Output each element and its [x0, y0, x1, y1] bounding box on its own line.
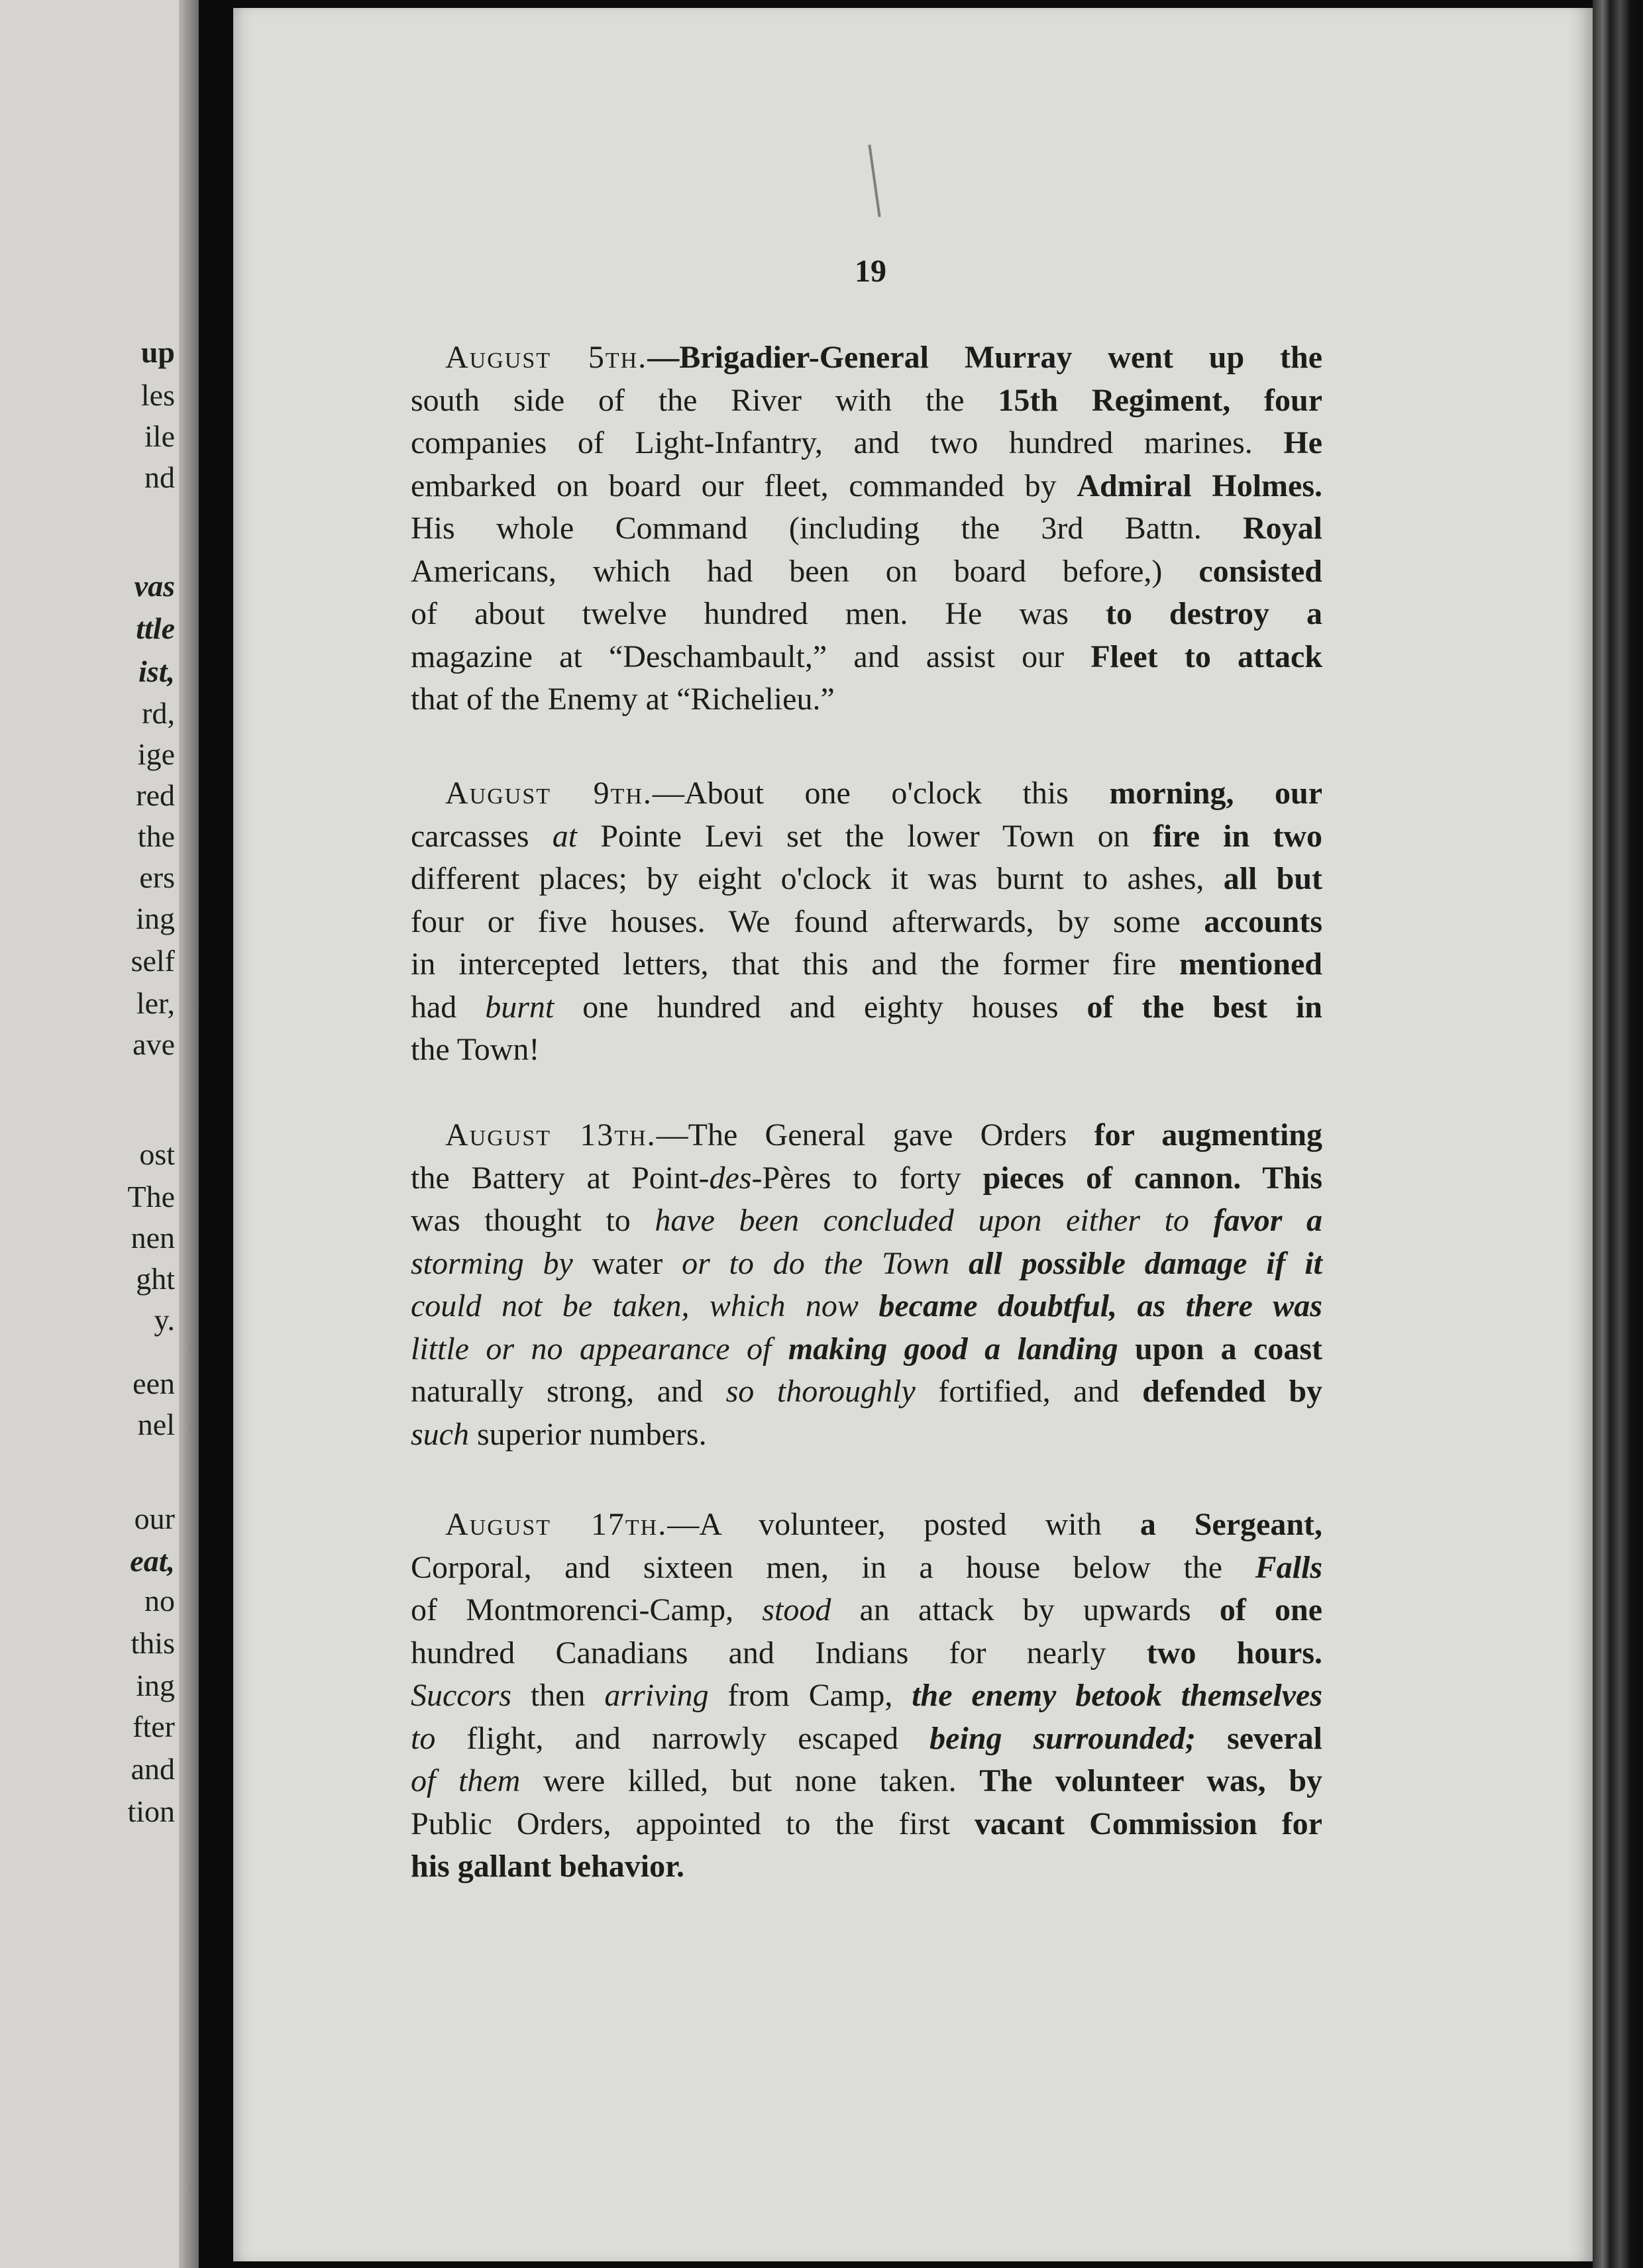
text-run: for augmenting: [1094, 1117, 1322, 1153]
text-run: the Town!: [411, 1032, 540, 1067]
text-run: mentioned: [1179, 947, 1322, 982]
left-page-text-fragment: and: [131, 1752, 175, 1786]
text-run: could not be taken, which now: [411, 1288, 879, 1323]
left-page-text-fragment: een: [132, 1366, 175, 1400]
text-line: [411, 507, 1322, 550]
left-page-text-fragment: ist,: [138, 654, 175, 688]
text-run: that of the Enemy at “Richelieu.”: [411, 682, 835, 717]
text-run: des: [709, 1160, 752, 1196]
text-run: Admiral Holmes.: [1077, 468, 1322, 503]
text-run: being surrounded;: [929, 1720, 1196, 1756]
text-run: the Battery at Point-: [411, 1160, 710, 1196]
text-run: was thought to: [411, 1203, 655, 1238]
left-page-text-fragment: ige: [137, 737, 175, 771]
text-run: became doubtful, as there was: [878, 1288, 1322, 1323]
left-page-text-fragment: nen: [131, 1221, 175, 1255]
text-run: favor a: [1213, 1203, 1323, 1238]
text-line: [411, 1157, 1322, 1200]
text-line: [411, 380, 1322, 423]
left-page-text-fragment: ile: [144, 419, 175, 453]
text-run: of them: [411, 1763, 521, 1798]
text-run: consisted: [1198, 553, 1322, 589]
text-run: upon a coast: [1118, 1331, 1323, 1366]
text-line: [411, 593, 1322, 636]
text-line: [411, 465, 1322, 508]
left-page-text-fragment: eat,: [130, 1544, 175, 1578]
text-run: to: [411, 1720, 436, 1756]
left-page-text-fragment: red: [136, 778, 175, 812]
left-page-text-fragment: ler,: [136, 986, 175, 1020]
text-run: two hours.: [1146, 1635, 1322, 1671]
entry-date: August 9th.: [445, 776, 653, 811]
text-line: [411, 772, 1322, 815]
text-run: He: [1283, 425, 1322, 460]
left-page-text-fragment: ing: [136, 1669, 175, 1702]
text-run: The volunteer was, by: [979, 1763, 1323, 1798]
text-run: one hundred and eighty houses: [554, 989, 1087, 1025]
text-line: [411, 678, 1322, 721]
text-run: Public Orders, appointed to the first: [411, 1806, 975, 1841]
text-run: —Brigadier-General Murray went up the: [647, 340, 1323, 375]
text-run: companies of Light-Infantry, and two hundred marines.: [411, 425, 1284, 460]
text-line: [411, 1675, 1322, 1718]
left-page-text-fragment: this: [131, 1626, 175, 1660]
text-line: [411, 986, 1322, 1029]
text-run: so thoroughly: [725, 1374, 916, 1409]
journal-entry-august-17: [411, 1504, 1322, 1888]
text-run: were killed, but none taken.: [520, 1763, 980, 1798]
text-run: his gallant behavior.: [411, 1849, 684, 1884]
text-run: of Montmorenci-Camp,: [411, 1592, 763, 1627]
text-run: have been concluded upon either to: [655, 1203, 1214, 1238]
left-page-text-fragment: nd: [144, 460, 175, 494]
left-page-text-fragment: les: [140, 378, 175, 412]
text-run: of the best in: [1086, 989, 1322, 1025]
text-line: [411, 1029, 1322, 1072]
text-run: morning, our: [1109, 776, 1323, 811]
left-page-text-fragment: ttle: [136, 611, 175, 645]
text-line: [411, 1114, 1322, 1157]
text-run: all possible damage if it: [969, 1245, 1323, 1281]
text-line: [411, 1414, 1322, 1457]
text-line: [411, 1718, 1322, 1761]
text-run: different places; by eight o'clock it was burnt to ashes,: [411, 861, 1224, 896]
left-page-text-fragment: self: [131, 944, 175, 978]
text-run: flight, and narrowly escaped: [435, 1720, 930, 1756]
text-run: stood: [762, 1592, 831, 1627]
text-run: Pointe Levi set the lower Town on: [577, 818, 1153, 854]
text-run: all but: [1223, 861, 1323, 896]
text-run: or to do the Town: [682, 1245, 969, 1281]
text-run: 15th Regiment, four: [998, 382, 1323, 418]
gutter-shadow: [179, 0, 199, 2268]
text-run: —A volunteer, posted with: [667, 1507, 1140, 1542]
text-run: Falls: [1255, 1549, 1322, 1585]
text-run: superior numbers.: [468, 1416, 707, 1452]
text-line: [411, 1589, 1322, 1632]
left-page-text-fragment: ost: [139, 1137, 175, 1171]
text-line: [411, 1845, 1322, 1888]
text-run: His whole Command (including the 3rd Battn.: [411, 511, 1243, 546]
text-run: in intercepted letters, that this and the former fire: [411, 947, 1179, 982]
text-run: arriving: [604, 1678, 709, 1713]
left-page-text-fragment: no: [144, 1584, 175, 1618]
left-page-text-fragment: y.: [154, 1303, 175, 1337]
text-run: to destroy a: [1105, 596, 1322, 631]
journal-entry-august-5: [411, 336, 1322, 721]
text-run: fire in two: [1152, 818, 1322, 854]
text-line: [411, 1370, 1322, 1414]
entry-date: August 13th.: [445, 1117, 657, 1153]
text-line: [411, 636, 1322, 679]
text-line: [411, 858, 1322, 901]
text-run: pieces of cannon. This: [982, 1160, 1322, 1196]
page-number: 19: [855, 254, 886, 289]
text-line: [411, 1632, 1322, 1675]
text-run: such: [411, 1416, 469, 1452]
text-line: [411, 901, 1322, 944]
left-page-text-fragment: ght: [136, 1262, 175, 1296]
text-run: storming by: [411, 1245, 573, 1281]
text-run: embarked on board our fleet, commanded by: [411, 468, 1077, 503]
text-run: burnt: [485, 989, 555, 1025]
book-edge: [1593, 0, 1643, 2268]
text-line: [411, 550, 1322, 593]
text-line: [411, 1504, 1322, 1547]
left-page-text-fragment: tion: [127, 1794, 175, 1828]
text-line: [411, 1803, 1322, 1846]
left-page-text-fragment: vas: [134, 569, 175, 603]
left-page-text-fragment: fter: [132, 1710, 175, 1743]
text-line: [411, 815, 1322, 858]
journal-entry-august-13: [411, 1114, 1322, 1456]
text-run: south side of the River with the: [411, 382, 998, 418]
text-run: making good a landing: [788, 1331, 1118, 1366]
text-run: vacant Commission for: [974, 1806, 1322, 1841]
text-line: [411, 1328, 1322, 1371]
text-run: four or five houses. We found afterwards, by some: [411, 903, 1204, 939]
text-run: accounts: [1204, 903, 1322, 939]
text-run: magazine at “Deschambault,” and assist our: [411, 639, 1091, 674]
left-page-text-fragment: The: [127, 1180, 175, 1213]
text-line: [411, 422, 1322, 465]
left-page-text-fragment: our: [134, 1502, 175, 1535]
text-run: fortified, and: [915, 1374, 1143, 1409]
left-page-text-fragment: ers: [139, 860, 175, 894]
text-run: Succors: [411, 1678, 511, 1713]
left-page-fragment: [0, 0, 199, 2268]
text-line: [411, 943, 1322, 986]
left-page-text-fragment: ave: [132, 1027, 175, 1061]
left-page-text-fragment: up: [140, 335, 175, 369]
text-run: Corporal, and sixteen men, in a house below the: [411, 1549, 1255, 1585]
text-run: Americans, which had been on board before,): [411, 553, 1199, 589]
text-run: the enemy betook themselves: [912, 1678, 1322, 1713]
left-page-text-fragment: nel: [137, 1408, 175, 1441]
left-page-text-fragment: ing: [136, 902, 175, 935]
text-run: Fleet to attack: [1090, 639, 1323, 674]
text-run: several: [1196, 1720, 1323, 1756]
text-run: then: [511, 1678, 605, 1713]
text-line: [411, 1547, 1322, 1590]
entry-date: August 17th.: [445, 1507, 668, 1542]
text-run: at: [552, 818, 578, 854]
text-run: from Camp,: [708, 1678, 912, 1713]
text-run: of one: [1219, 1592, 1322, 1627]
text-run: of about twelve hundred men. He was: [411, 596, 1106, 631]
left-page-text-fragment: the: [137, 819, 175, 853]
entry-date: August 5th.: [445, 340, 648, 375]
text-run: little or no appearance of: [411, 1331, 788, 1366]
text-run: an attack by upwards: [831, 1592, 1220, 1627]
text-run: water: [572, 1245, 682, 1281]
text-line: [411, 1200, 1322, 1243]
text-line: [411, 1285, 1322, 1328]
text-run: naturally strong, and: [411, 1374, 726, 1409]
text-run: —The General gave Orders: [656, 1117, 1094, 1153]
text-run: hundred Canadians and Indians for nearly: [411, 1635, 1147, 1671]
text-line: [411, 1760, 1322, 1803]
text-line: [411, 1243, 1322, 1286]
text-run: had: [411, 989, 486, 1025]
text-run: carcasses: [411, 818, 553, 854]
text-run: a Sergeant,: [1140, 1507, 1322, 1542]
text-line: [411, 336, 1322, 380]
left-page-text-fragment: rd,: [142, 696, 175, 730]
text-run: defended by: [1142, 1374, 1323, 1409]
journal-entry-august-9: [411, 772, 1322, 1072]
text-run: -Pères to forty: [751, 1160, 983, 1196]
text-run: Royal: [1243, 511, 1322, 546]
text-run: —About one o'clock this: [652, 776, 1110, 811]
